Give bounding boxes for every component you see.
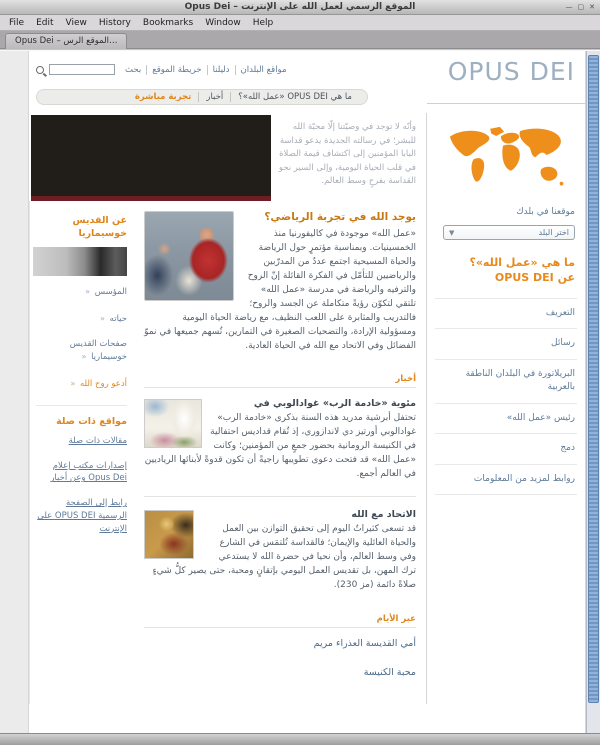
article-union-title[interactable]: الاتحاد مع الله xyxy=(351,509,416,521)
article-news-title[interactable]: مئوية «خادمة الرب» غوادالوبي في xyxy=(253,398,416,410)
right-sidebar xyxy=(426,113,585,704)
rs-menu-more-links[interactable]: روابط لمزيد من المعلومات xyxy=(435,465,577,496)
site-header xyxy=(29,51,585,113)
sidebar-divider xyxy=(36,405,127,406)
saint-photo[interactable] xyxy=(33,247,127,276)
rs-menu-prelate[interactable]: رئيس «عمل الله» xyxy=(435,404,577,435)
hero-section xyxy=(29,113,426,201)
article-sport-photo[interactable] xyxy=(144,211,234,301)
article-news xyxy=(144,398,416,492)
vertical-scrollbar[interactable] xyxy=(586,51,600,733)
tab-strip xyxy=(0,31,600,49)
nav-personal-testimonies[interactable]: تجربة مباشرة xyxy=(134,92,192,102)
util-link-country-sites[interactable]: مواقع البلدان xyxy=(235,65,292,75)
rs-menu-integration[interactable]: دمج xyxy=(435,434,577,465)
menu-window[interactable]: Window xyxy=(205,17,241,28)
about-opus-dei-block[interactable] xyxy=(437,256,575,286)
daily-link-church[interactable]: محبة الكنيسة xyxy=(363,666,416,678)
article-divider xyxy=(144,496,416,497)
sidebar-link-prayer-label: أدعو روح الله xyxy=(79,379,127,390)
sidebar-link-related-articles[interactable]: مقالات ذات صلة xyxy=(68,435,127,446)
about-line-2: عن OPUS DEI xyxy=(494,270,575,284)
maximize-button[interactable]: ▢ xyxy=(577,3,585,11)
minimize-button[interactable]: — xyxy=(565,3,573,11)
country-select-value: اختر البلد xyxy=(538,228,569,237)
article-news-body: تحتفل أبرشية مدريد هذه السنة بذكرى «خادمة الرب» غوادالوبي أورتيز دي لاندازوري، إذ تُقام قداديس احتفالية في الكنيسة الرومانية بحضور جمعٍ من المؤمنين؛ وكانت «عمل الله» قد فتحت دعوى تطويبها راجيةً أن تكون قدوةً لأبنائها الرياديين في العالم أجمع. xyxy=(144,413,416,480)
search-icon[interactable] xyxy=(36,66,44,74)
article-union xyxy=(144,509,416,603)
util-link-search[interactable]: بحث xyxy=(125,64,142,75)
menu-bookmarks[interactable]: Bookmarks xyxy=(142,17,194,28)
world-map-wrap xyxy=(435,117,577,197)
daily-link-mary[interactable]: أمي القديسة العذراء مريم xyxy=(313,637,416,649)
tab-opus-dei[interactable]: Opus Dei – الموقع الرس… xyxy=(5,33,127,49)
article-sport-title[interactable]: يوجد الله في تجربة الرياضي؟ xyxy=(264,211,416,223)
article-sport-body: «عمل الله» موجودة في كاليفورنيا منذ الخمسينيات. وبمناسبة مؤتمرٍ حول الرياضة والحياة المسيحية اجتمع عددٌ من المدرّبين والرياضيين للتأمّل في الفكرة القائلة إنّ الروح والترفيه والرياضة في مدرسة «عمل الله» تلتقي لتكوّن رؤيةً متكاملة عن الجسد والروح؛ فالتدريب والمثابرة على اللعب النظيف، مع رياضة الحياة اليومية ومسؤولية الإرادة، والتضحيات الصغيرة في التمارين، تُسهم جميعها في نموّ الفضائل وفي الاتحاد مع الله في الحياة العادية. xyxy=(144,229,416,351)
sidebar-link-press-office[interactable]: إصدارات مكتب إعلام Opus Dei وعن أخبار xyxy=(50,460,127,484)
main-nav xyxy=(36,89,368,105)
util-link-contact[interactable]: دليلنا xyxy=(207,65,235,75)
hero-image[interactable] xyxy=(31,115,271,201)
rs-menu-prelature-countries[interactable]: البريلاتورة في البلدان الناطقة بالعربية xyxy=(435,360,577,404)
menu-view[interactable]: View xyxy=(65,17,87,28)
rs-menu-messages[interactable]: رسائل xyxy=(435,329,577,360)
article-union-photo[interactable] xyxy=(144,510,194,559)
logo-divider xyxy=(427,103,585,104)
article-union-body: قد تسعى كثيراتٌ اليوم إلى تحقيق التوازن بين العمل والحياة العائلية والإيمان؛ فالقداسة تُلتمَس في الشارع وفي وسط العالم، وأن نحيا في حضرة الله لا يستدعي ترك المهن، بل تقديس العمل اليومي بإتقانٍ ومحبة، حتى يصير كلُّ شيءٍ صلاةً دائمة (مز 230). xyxy=(152,524,416,590)
article-news-photo[interactable] xyxy=(144,399,202,448)
sidebar-link-prayer[interactable] xyxy=(36,378,127,391)
browser-viewport xyxy=(0,50,600,733)
chevron-left-icon: « xyxy=(70,379,76,389)
world-map-icon xyxy=(445,123,567,193)
rs-menu-definition[interactable]: التعريف xyxy=(435,299,577,330)
status-bar xyxy=(0,733,600,745)
window-controls xyxy=(566,0,596,15)
news-section-label[interactable]: أخبار xyxy=(395,374,416,385)
news-section-header xyxy=(144,365,416,388)
menu-help[interactable]: Help xyxy=(252,17,274,28)
hero-caption: وأنّه لا توجد في وصيّتنا إلّا محبّة الله للبشر؛ في رسالته الجديدة يدعو قداسة البابا المؤمنين إلى اكتشاف قيمة الصلاة في قلب الحياة اليومية، وإلى السير نحو القداسة بفرحٍ وسط العالم. xyxy=(278,122,416,187)
chevron-left-icon: « xyxy=(85,286,91,296)
chevron-left-icon: « xyxy=(100,313,105,323)
sidebar-heading-saint: عن القديس خوسيماريا xyxy=(72,215,127,239)
page-body xyxy=(29,113,585,704)
window-titlebar xyxy=(0,0,600,15)
utility-row xyxy=(36,64,292,75)
nav-what-is-opus-dei[interactable]: ما هي OPUS DEI «عمل الله»؟ xyxy=(230,92,359,102)
close-button[interactable]: ✕ xyxy=(589,3,595,11)
sidebar-link-saint-pages[interactable] xyxy=(36,339,127,364)
opus-dei-logo[interactable]: OPUS DEI xyxy=(447,57,575,86)
chevron-down-icon: ▼ xyxy=(449,228,455,237)
util-link-sitemap[interactable]: خريطة الموقع xyxy=(146,65,206,75)
daily-section-header xyxy=(144,605,416,628)
window-title: Opus Dei – الموقع الرسمي لعمل الله على الإنترنت xyxy=(184,2,416,12)
daily-section-label[interactable]: عبر الأيام xyxy=(376,613,416,624)
sidebar-link-official-site[interactable]: رابط إلى الصفحة الرسمية OPUS DEI على الإنترنت xyxy=(37,498,127,534)
menu-bar xyxy=(0,15,600,31)
search-input[interactable] xyxy=(49,64,115,75)
sidebar-link-life[interactable] xyxy=(36,313,127,326)
right-sidebar-menu xyxy=(435,298,577,496)
sidebar-link-life-label: حياته xyxy=(109,313,127,324)
menu-edit[interactable]: Edit xyxy=(36,17,54,28)
article-sport xyxy=(144,211,416,363)
content-area xyxy=(29,113,426,704)
opus-dei-page xyxy=(28,51,586,733)
sidebar-link-saint-pages-label: صفحات القديس خوسيماريا xyxy=(69,339,127,363)
menu-history[interactable]: History xyxy=(98,17,131,28)
country-sites-label: موقعنا في بلدك xyxy=(516,207,575,217)
chevron-left-icon: « xyxy=(81,352,87,362)
sidebar-link-founder-label: المؤسس xyxy=(94,286,127,297)
sidebar-heading-related: مواقع ذات صلة xyxy=(56,416,127,428)
left-sidebar xyxy=(29,201,133,704)
country-select[interactable] xyxy=(443,225,575,240)
about-line-1: ما هي «عمل الله»؟ xyxy=(469,256,575,269)
columns xyxy=(29,201,426,704)
scrollbar-thumb[interactable] xyxy=(588,55,599,703)
sidebar-link-founder[interactable] xyxy=(36,286,127,299)
nav-news[interactable]: أخبار xyxy=(198,92,230,102)
main-column xyxy=(133,201,426,704)
menu-file[interactable]: File xyxy=(9,17,25,28)
utility-links xyxy=(120,65,292,75)
